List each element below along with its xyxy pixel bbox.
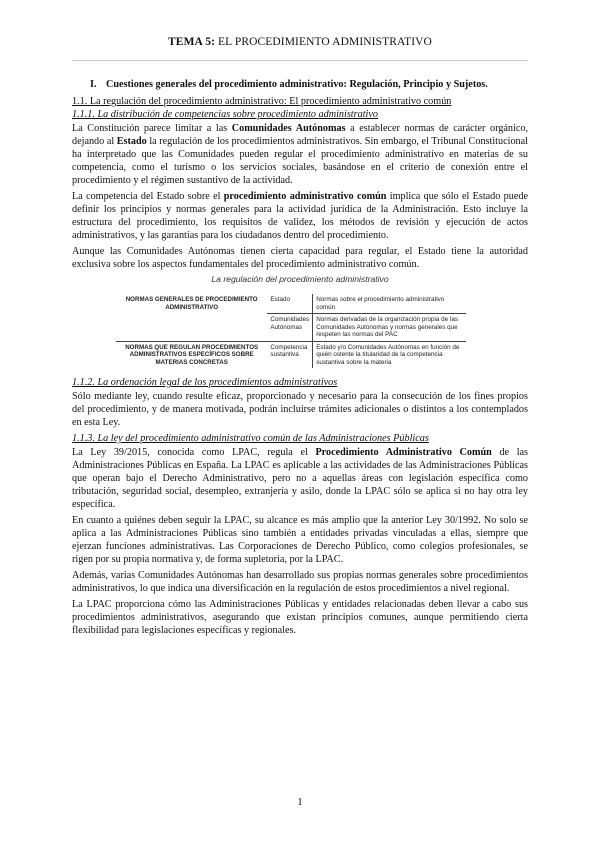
figure-title: La regulación del procedimiento administrativo: [211, 274, 389, 284]
paragraph-alcance-lpac: En cuanto a quiénes deben seguir la LPAC, su alcance es más amplio que la anterior Ley 30/1992. No solo se aplica a las Administraciones Públicas sino también a entidades privadas vinculadas a ellas, siempre que ejerzan funciones administrativas. Las Corporaciones de Derecho Público, como colegios profesionales, se rigen por su propia normativa y, de forma supletoria, por la LPAC.: [72, 515, 528, 565]
section-title: Cuestiones generales del procedimiento administrativo: Regulación, Principio y Sujetos.: [106, 79, 488, 90]
table-cell: NORMAS GENERALES DE PROCEDIMIENTO ADMINISTRATIVO: [125, 296, 258, 311]
table-cell: Comunidades Autónomas: [267, 314, 312, 342]
page-number: 1: [297, 796, 303, 808]
bold-term: procedimiento administrativo común: [223, 191, 387, 202]
table-cell: NORMAS QUE REGULAN PROCEDIMIENTOS ADMINISTRATIVOS ESPECÍFICOS SOBRE MATERIAS CONCRETAS: [116, 341, 267, 368]
text-span: la regulación de los procedimientos administrativos. Sin embargo, el Tribunal Constitucional ha interpretado que las Comunidades pueden regular el procedimiento administrativo en materias de su competencia, como el turismo o los servicios sociales, basándose en el criterio de conexión entre el procedimiento y el régimen sustantivo de la actividad.: [72, 136, 528, 186]
page-header: [0, 36, 600, 48]
section-number: I.: [90, 79, 97, 90]
subsection-heading-1-1-2: 1.1.2. La ordenación legal de los procedimientos administrativos: [72, 377, 338, 388]
paragraph-lpac: [72, 446, 528, 511]
paragraph-competencia-estado: [72, 190, 528, 242]
header-title-label: TEMA 5:: [168, 36, 216, 48]
regulation-table: [116, 294, 466, 368]
bold-term: Procedimiento Administrativo Común: [315, 447, 492, 458]
paragraph-constitucion: [72, 122, 528, 187]
table-row: [116, 314, 466, 342]
table-cell: Competencia sustantiva: [267, 341, 312, 368]
text-span: a establecer normas de carácter orgánico, dejando al: [72, 123, 529, 147]
paragraph-comunidades-normas: Además, varias Comunidades Autónomas han desarrollado sus propias normas generales sobre procedimientos administrativos, lo que indica una diversificación en la regulación de estos procedimientos a nivel regional.: [72, 570, 528, 594]
table-cell: Estado: [267, 294, 312, 314]
table-cell: Estado y/o Comunidades Autónomas en función de quién ostente la titularidad de la competencia sustantiva sobre la materia: [313, 341, 466, 368]
header-divider: [72, 60, 528, 61]
text-span: La Constitución parece limitar a las: [72, 123, 232, 134]
table-row: [116, 294, 466, 314]
subsection-heading-1-1-1: 1.1.1. La distribución de competencias sobre procedimiento administrativo: [72, 109, 378, 120]
text-span: La competencia del Estado sobre el: [72, 191, 224, 202]
text-span: implica que sólo el Estado puede definir los principios y normas generales para la actividad jurídica de la Administración. Esto incluye la estructura del procedimiento, los requisitos de validez, los métodos de revisión y ejecución de actos administrativos, y las garantías para los ciudadanos dentro del procedimiento.: [72, 191, 528, 241]
subsection-heading-1-1-3: 1.1.3. La ley del procedimiento administrativo común de las Administraciones Públicas: [72, 433, 429, 444]
section-heading: [90, 78, 528, 92]
text-span: de las Administraciones Públicas en España. La LPAC es aplicable a las actividades de las Administraciones Públicas que operan bajo el Derecho Administrativo, pero no a aquellas áreas con legislación específica como tributación, seguridad social, desempleo, extranjería y asilo, donde la LPAC sólo se aplica si no hay otra ley específica.: [72, 447, 529, 510]
table-cell: Normas sobre el procedimiento administrativo común: [316, 296, 445, 311]
regulation-figure: [72, 274, 528, 368]
table-cell: [116, 314, 267, 342]
paragraph-lpac-principios: La LPAC proporciona cómo las Administraciones Públicas y entidades relacionadas deben llevar a cabo sus procedimientos administrativos, asegurando que existan principios comunes, aunque permitiendo cierta flexibilidad para legislaciones específicas y regionales.: [72, 599, 528, 636]
paragraph-ordenacion-legal: Sólo mediante ley, cuando resulte eficaz, proporcionado y necesario para la consecución de los fines propios del procedimiento, y de manera motivada, podrán incluirse trámites adicionales o distintos a los contemplados en esta Ley.: [72, 391, 528, 428]
bold-term: Comunidades Autónomas: [231, 123, 346, 134]
subsection-heading-1-1: 1.1. La regulación del procedimiento administrativo: El procedimiento administrativo común: [72, 96, 452, 107]
page-content: [72, 78, 528, 640]
paragraph-comunidades: Aunque las Comunidades Autónomas tienen cierta capacidad para regular, el Estado tiene la autoridad exclusiva sobre los aspectos fundamentales del procedimiento administrativo común.: [72, 246, 528, 270]
table-row: [116, 341, 466, 368]
bold-term: Estado: [116, 136, 147, 147]
header-title-text: EL PROCEDIMIENTO ADMINISTRATIVO: [215, 36, 432, 48]
table-cell: Normas derivadas de la organización propia de las Comunidades Autónomas y normas generales que respeten las normas del PAC: [313, 314, 466, 342]
text-span: La Ley 39/2015, conocida como LPAC, regula el: [72, 447, 316, 458]
